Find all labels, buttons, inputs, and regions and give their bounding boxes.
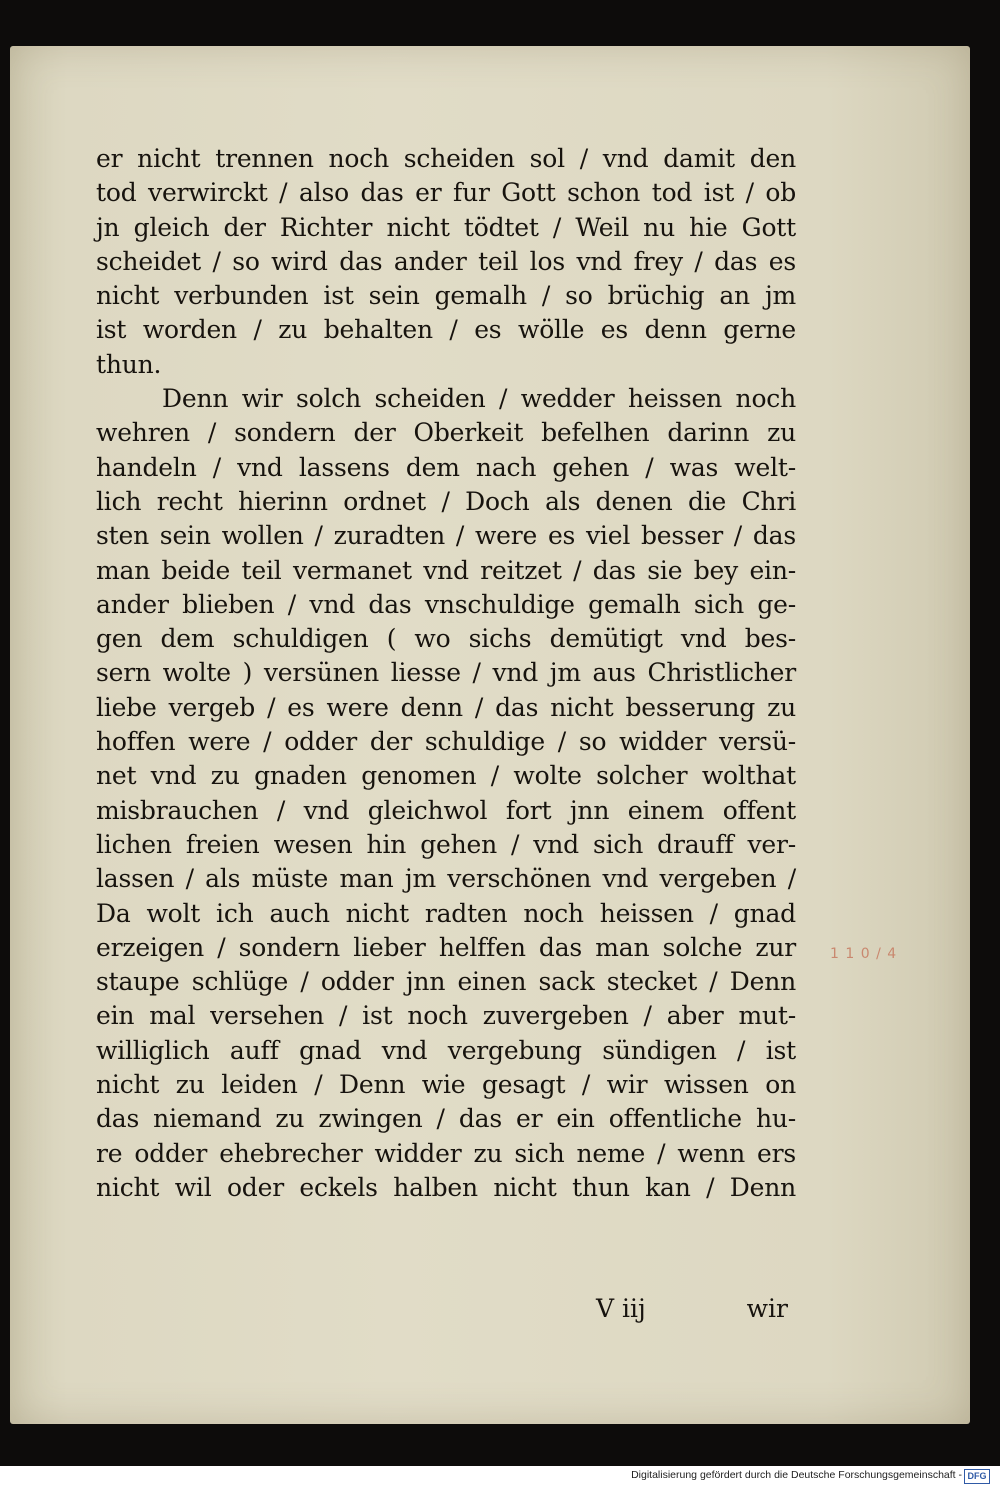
- text-line: staupe schlüge / odder jnn einen sack stecket / Denn: [96, 967, 796, 997]
- digitization-credit: Digitalisierung gefördert durch die Deutsche Forschungsgemeinschaft -: [631, 1469, 962, 1481]
- text-line: tod verwirckt / also das er fur Gott schon tod ist / ob: [96, 178, 796, 208]
- signature-mark: V iij: [596, 1294, 646, 1323]
- text-line: Da wolt ich auch nicht radten noch heissen / gnad: [96, 898, 796, 928]
- text-line: thun.: [96, 349, 162, 379]
- text-line: lich recht hierinn ordnet / Doch als denen die Chri: [96, 486, 796, 516]
- paragraph-start-line: Denn wir solch scheiden / wedder heissen noch: [162, 384, 796, 414]
- text-line: jn gleich der Richter nicht tödtet / Weil nu hie Gott: [96, 212, 796, 242]
- text-line: re odder ehebrecher widder zu sich neme / wenn ers: [96, 1138, 796, 1168]
- text-line: wehren / sondern der Oberkeit befelhen darinn zu: [96, 418, 796, 448]
- text-line: erzeigen / sondern lieber helffen das man solche zur: [96, 932, 796, 962]
- catchword: wir: [746, 1294, 788, 1323]
- text-line: lichen freien wesen hin gehen / vnd sich drauff ver-: [96, 829, 796, 859]
- text-line: man beide teil vermanet vnd reitzet / das sie bey ein-: [96, 555, 796, 585]
- text-line: sten sein wollen / zuradten / were es viel besser / das: [96, 521, 796, 551]
- text-line: nicht wil oder eckels halben nicht thun kan / Denn: [96, 1172, 796, 1202]
- text-line: ander blieben / vnd das vnschuldige gemalh sich ge-: [96, 589, 796, 619]
- text-line: nicht zu leiden / Denn wie gesagt / wir wissen on: [96, 1070, 796, 1100]
- text-line: williglich auff gnad vnd vergebung sündigen / ist: [96, 1035, 796, 1065]
- text-line: ein mal versehen / ist noch zuvergeben / aber mut-: [96, 1001, 796, 1031]
- text-line: hoffen were / odder der schuldige / so widder versü-: [96, 727, 796, 757]
- text-line: lassen / als müste man jm verschönen vnd vergeben /: [96, 864, 796, 894]
- text-line: nicht verbunden ist sein gemalh / so brüchig an jm: [96, 281, 796, 311]
- text-line: ist worden / zu behalten / es wölle es denn gerne: [96, 315, 796, 345]
- text-line: net vnd zu gnaden genomen / wolte solcher wolthat: [96, 761, 796, 791]
- text-line: gen dem schuldigen ( wo sichs demütigt vnd bes-: [96, 624, 796, 654]
- text-line: er nicht trennen noch scheiden sol / vnd damit den: [96, 144, 796, 173]
- page-bottom-line: [96, 1292, 796, 1326]
- text-line: liebe vergeb / es were denn / das nicht besserung zu: [96, 692, 796, 722]
- book-page: [10, 46, 970, 1424]
- text-line: misbrauchen / vnd gleichwol fort jnn einem offent: [96, 795, 796, 825]
- dfg-logo: DFG: [964, 1469, 990, 1484]
- margin-note: 1 1 0 / 4: [830, 946, 898, 962]
- page-text: [96, 142, 796, 1323]
- text-line: das niemand zu zwingen / das er ein offentliche hu-: [96, 1104, 796, 1134]
- text-line: scheidet / so wird das ander teil los vnd frey / das es: [96, 246, 796, 276]
- text-line: sern wolte ) versünen liesse / vnd jm aus Christlicher: [96, 658, 796, 688]
- text-line: handeln / vnd lassens dem nach gehen / was welt-: [96, 452, 796, 482]
